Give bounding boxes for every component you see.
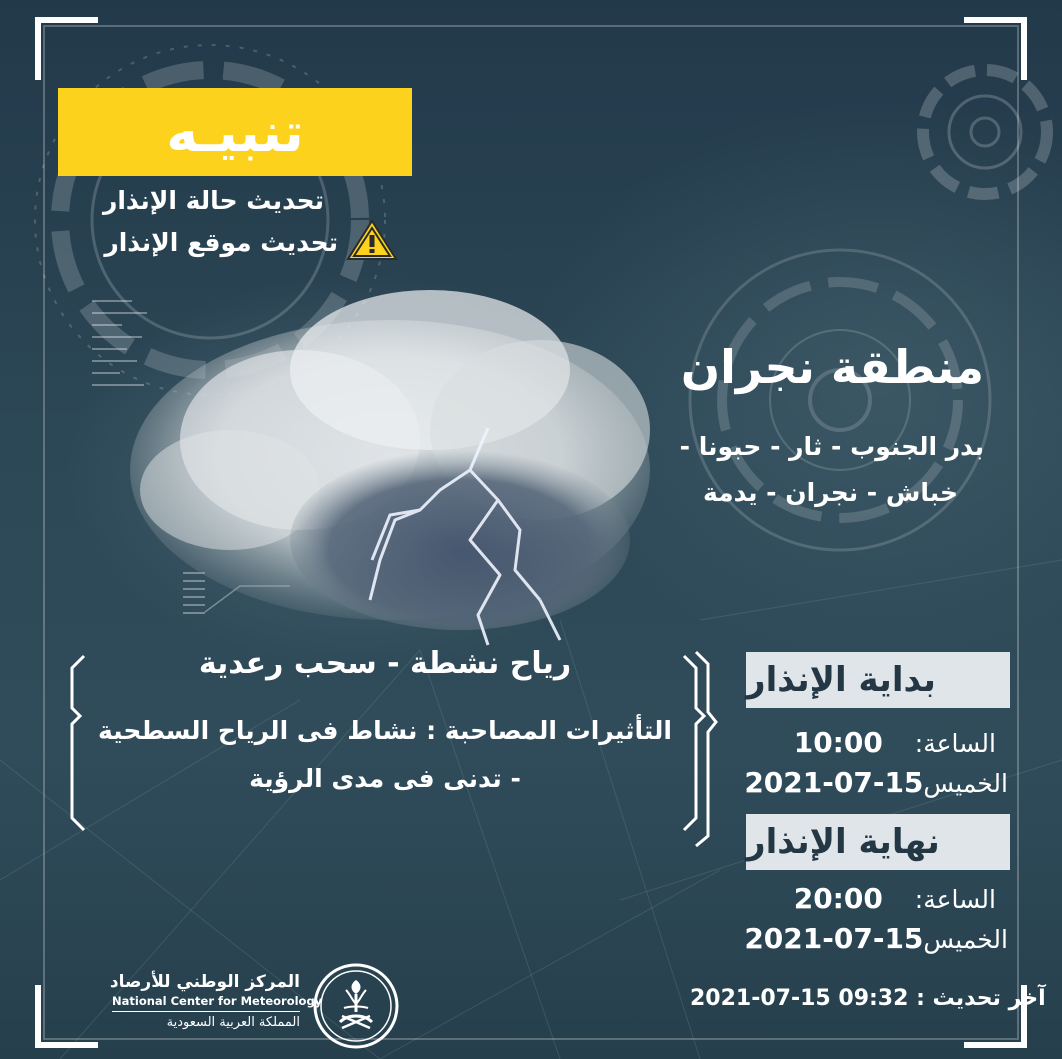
- warning-end-label-box: [746, 814, 1010, 870]
- hazard-title: رياح نشطة - سحب رعدية: [198, 646, 572, 681]
- warning-start-date: 2021-07-15: [744, 766, 924, 799]
- warning-end-time-label: الساعة:: [914, 885, 996, 914]
- ncm-country-ar: المملكة العربية السعودية: [166, 1015, 300, 1030]
- region-areas-line-2: خباش - نجران - يدمة: [702, 478, 958, 507]
- last-update-value: 2021-07-15 09:32: [690, 986, 909, 1011]
- warning-end-date-row: [740, 922, 1008, 955]
- alert-title: تنبيـه: [166, 100, 304, 164]
- ncm-name-en: National Center for Meteorology: [112, 992, 300, 1012]
- hazard-brackets: [72, 652, 716, 846]
- ncm-logo-text: [109, 972, 323, 1030]
- update-status-text: تحديث حالة الإنذار: [102, 186, 324, 215]
- warning-end-time: 20:00: [793, 882, 883, 915]
- hazard-effects-line-1: التأثيرات المصاحبة : نشاط فى الرياح السطحية: [98, 716, 672, 745]
- hazard-effects-line-2: - تدنى فى مدى الرؤية: [249, 764, 521, 793]
- region-title: منطقة نجران: [680, 340, 984, 394]
- hud-ring-top-right: [923, 70, 1047, 194]
- thunderstorm-cloud-icon: [130, 290, 650, 645]
- warning-start-time-row: [746, 726, 996, 759]
- warning-end-time-row: [746, 882, 996, 915]
- warning-start-label-box: [746, 652, 1010, 708]
- warning-start-time-label: الساعة:: [914, 729, 996, 758]
- warning-end-label: نهاية الإنذار: [746, 822, 940, 862]
- saudi-emblem-icon: [310, 960, 402, 1052]
- warning-start-day: الخميس: [923, 769, 1008, 798]
- last-update-label: آخر تحديث :: [916, 986, 1046, 1011]
- warning-end-date: 2021-07-15: [744, 922, 924, 955]
- update-location-text: تحديث موقع الإنذار: [104, 228, 338, 257]
- last-update-row: [690, 986, 1046, 1011]
- warning-end-day: الخميس: [923, 925, 1008, 954]
- warning-start-label: بداية الإنذار: [746, 660, 936, 700]
- warning-start-date-row: [740, 766, 1008, 799]
- warning-start-time: 10:00: [793, 726, 883, 759]
- region-areas-line-1: بدر الجنوب - ثار - حبونا -: [679, 432, 984, 461]
- ncm-name-ar: المركز الوطني للأرصاد: [109, 972, 300, 992]
- alert-banner: [58, 88, 412, 176]
- warning-triangle-icon: [346, 218, 398, 262]
